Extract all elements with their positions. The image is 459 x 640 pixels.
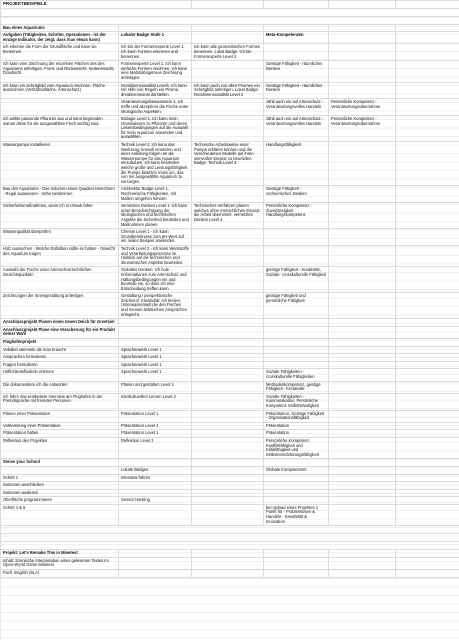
table-cell[interactable] xyxy=(192,437,264,458)
table-cell[interactable]: Soziale Fähigkeiten - Kommunikation, Persönliche Kompetenz Selbstständigkeit xyxy=(264,393,329,410)
table-cell[interactable] xyxy=(396,116,459,142)
table-cell[interactable] xyxy=(396,504,459,525)
table-cell[interactable]: Technisches Verfahren planen welches ohne menschlichen Einsatz die Arbeit übernimmt. vernetztes Denken Level 2 xyxy=(192,203,264,229)
table-cell[interactable]: Sensoren anschließen xyxy=(1,482,119,490)
table-cell[interactable]: Sensor Hacking xyxy=(119,497,192,505)
table-cell[interactable] xyxy=(396,44,459,61)
table-row xyxy=(1,466,459,474)
table-cell[interactable]: Ich bin der Formenexperte Level 1: Ich kann Formen erkennen und benennen. xyxy=(119,44,192,61)
table-cell[interactable] xyxy=(192,557,264,569)
table-cell[interactable] xyxy=(264,489,329,497)
table-cell[interactable] xyxy=(192,361,264,369)
table-cell[interactable] xyxy=(119,557,192,569)
table-cell[interactable] xyxy=(1,526,459,534)
table-row xyxy=(1,393,459,410)
table-cell[interactable]: Planen einer Präsentation xyxy=(1,410,119,422)
table-cell[interactable] xyxy=(329,203,396,229)
project-heading[interactable]: Bau eines Aquariums xyxy=(1,24,119,32)
table-cell[interactable]: Sprachenwerk Level 1 xyxy=(119,369,192,381)
table-cell[interactable] xyxy=(329,489,396,497)
table-cell[interactable] xyxy=(329,319,396,327)
table-cell[interactable] xyxy=(264,570,329,578)
table-cell[interactable]: Ansprachen formulieren xyxy=(1,354,119,362)
table-cell[interactable] xyxy=(192,354,264,362)
table-row xyxy=(1,369,459,381)
table-cell[interactable] xyxy=(329,422,396,430)
table-cell[interactable]: Persönliche Kompetenz - Zuverlässigkeit Handlungskompetenz xyxy=(264,203,329,229)
table-cell[interactable] xyxy=(396,482,459,490)
table-cell[interactable] xyxy=(396,82,459,99)
table-cell[interactable] xyxy=(192,489,264,497)
table-cell[interactable] xyxy=(1,99,119,116)
table-cell[interactable] xyxy=(396,369,459,381)
section-row xyxy=(1,459,459,467)
table-cell[interactable]: Persönliche Kompetenz - Verantwortungsübernahme xyxy=(329,99,396,116)
section-row xyxy=(1,319,459,327)
table-cell[interactable]: Fragen formulieren xyxy=(1,361,119,369)
table-row xyxy=(1,245,459,266)
table-cell[interactable]: Soziale Fähigkeiten - crosskulturelle Fähigkeiten xyxy=(264,369,329,381)
table-cell[interactable]: Formenexperte Level 1: Ich kann einfache Formen zeichnen. Ich kann eine Maßstabsgetreue Zeichnung anfertigen. xyxy=(119,61,192,82)
table-cell[interactable]: Ich kann alle geometrischen Formen benennen. Lokal Badge: Ich bin Formenexperte Level 2 xyxy=(192,44,264,61)
table-cell[interactable] xyxy=(119,570,192,578)
table-cell[interactable]: Technik Level 2 - Ich kann Werkstoffe und Verarbeitungsprozesse im Hinblick auf die technischen und ökonomischen Aspekte beurteilen. xyxy=(119,245,192,266)
table-row xyxy=(1,504,459,525)
table-cell[interactable]: Lokale Badges xyxy=(119,466,192,474)
table-cell[interactable] xyxy=(329,326,396,338)
table-cell[interactable] xyxy=(329,44,396,61)
footer-title[interactable]: Projekt: Let's Remake This in Minetest xyxy=(1,550,119,558)
table-row xyxy=(1,482,459,490)
table-cell[interactable]: Ich wähle passende Pflanzen aus und kann begründen warum diese für die ausgewählten Fisch wichtig sind. xyxy=(1,116,119,142)
table-cell[interactable]: Biologie Level 1: Ich kann mein Grundwissen zu Pflanzen und deren Lebensbedingungen auf die Auswahl für mein Aquarium anwenden und auswählen. xyxy=(119,116,192,142)
footer-line[interactable]: Inhalt: Szenische Interpretation eines gelesenen Textes im Open-World Game Minetest xyxy=(1,557,119,569)
table-cell[interactable] xyxy=(396,570,459,578)
table-cell[interactable]: vernetztes Denken Level 1: Ich kann unter Berücksichtigung der ökologischen und technischen Aspekte die Sicherheit beurteilen und Maßnahmen planen. xyxy=(119,203,192,229)
table-cell[interactable] xyxy=(119,319,192,327)
table-cell[interactable]: Vorbereitung einer Präsentation xyxy=(1,422,119,430)
table-row xyxy=(1,410,459,422)
table-cell[interactable]: bei Upload eines Projektes 1 Punkt für - Problemlösen & Handeln - Kreativität & Innovation xyxy=(264,504,329,525)
table-cell[interactable]: Handlungsfähigkeit xyxy=(264,142,329,186)
table-cell[interactable] xyxy=(396,293,459,319)
table-cell[interactable] xyxy=(396,550,459,558)
table-cell[interactable]: zählt auch ein auf Artenschutz - Verantwortungsvolles Handeln xyxy=(264,99,329,116)
table-row xyxy=(1,422,459,430)
table-cell[interactable]: Sprachenwerk Level 1 xyxy=(119,361,192,369)
table-cell[interactable] xyxy=(192,482,264,490)
table-cell[interactable] xyxy=(329,267,396,293)
table-cell[interactable]: zählt auch ein auf Artenschutz - Verantwortungsvolles Handeln xyxy=(264,116,329,142)
table-cell[interactable]: Wasserqualität überprüfen xyxy=(1,229,119,246)
table-cell[interactable] xyxy=(192,99,264,116)
badge-header[interactable]: Lokaler Badge Stufe 1 xyxy=(119,32,192,44)
table-cell[interactable] xyxy=(264,474,329,482)
table-cell[interactable]: Reflektion des Projektes xyxy=(1,437,119,458)
table-cell[interactable] xyxy=(329,474,396,482)
table-cell[interactable] xyxy=(329,466,396,474)
table-cell[interactable] xyxy=(192,570,264,578)
table-cell[interactable]: Präsentation xyxy=(264,422,329,430)
table-cell[interactable] xyxy=(329,504,396,525)
table-row xyxy=(1,381,459,393)
tasks-header[interactable]: Aufgaben (Tätigkeiten, Schritte, Operationen - ist der einzige Indikator, der zeigt, dass man etwas kann) xyxy=(1,32,119,44)
table-row xyxy=(1,99,459,116)
table-cell[interactable] xyxy=(192,319,264,327)
table-cell[interactable] xyxy=(192,422,264,430)
table-cell[interactable] xyxy=(192,293,264,319)
sheet-title[interactable]: PROJEKTBEISPIELE xyxy=(1,1,192,9)
table-cell[interactable] xyxy=(192,474,264,482)
section-heading[interactable]: Anschlussprojekt Plane eine Veracherung für ein Produkt deiner Wahl xyxy=(1,326,119,338)
table-cell[interactable] xyxy=(192,369,264,381)
table-cell[interactable] xyxy=(119,459,192,467)
table-cell[interactable] xyxy=(329,437,396,458)
table-cell[interactable]: Höflichkeitsfloskeln erlernen xyxy=(1,369,119,381)
table-cell[interactable] xyxy=(264,550,329,558)
table-row xyxy=(1,82,459,99)
table-cell[interactable] xyxy=(396,99,459,116)
table-cell[interactable]: Schritt 1 xyxy=(1,474,119,482)
table-cell[interactable]: Ich kann ein Schrägbild vom Aquarium zeichnen. Fläche ausrechnen (Verhältnisfläche, Artenschutz) xyxy=(1,82,119,99)
table-cell[interactable] xyxy=(329,229,396,246)
table-cell[interactable] xyxy=(192,339,264,347)
table-cell[interactable] xyxy=(396,354,459,362)
table-cell[interactable] xyxy=(264,557,329,569)
empty-row xyxy=(1,534,459,542)
empty-row xyxy=(1,526,459,534)
table-row xyxy=(1,489,459,497)
table-cell[interactable]: Geistige Fähigkeit - räumliches Denken xyxy=(264,82,329,99)
table-cell[interactable]: Methodenkompetenz, geistige Fähigkeit - Kreativität xyxy=(264,381,329,393)
table-cell[interactable]: Ich führe das erarbeitete Interview am Flughafen in der Fremdsprache mit fremden Personen xyxy=(1,393,119,410)
table-cell[interactable] xyxy=(192,393,264,410)
table-cell[interactable] xyxy=(396,393,459,410)
table-cell[interactable]: Technische Arbeitsweise einer Pumpe erklären können und die Verschiedenen Modelle auf ihren sinnvollen Einsatz zu beurteilen. Badge: Technik Level 3 xyxy=(192,142,264,186)
table-cell[interactable]: Vokabel sammeln die man braucht xyxy=(1,346,119,354)
table-cell[interactable]: Globale Kompetenzen xyxy=(264,466,329,474)
table-cell[interactable] xyxy=(1,534,459,542)
table-cell[interactable]: Auswahl der Fische unter Artenschutzrechtlichen Gesichtspunkten xyxy=(1,267,119,293)
footer-row xyxy=(1,570,459,578)
table-cell[interactable] xyxy=(396,381,459,393)
table-cell[interactable]: Ich erkenne die Form der Grundfläche und kann sie benennen. xyxy=(1,44,119,61)
table-cell[interactable] xyxy=(329,381,396,393)
table-cell[interactable]: Bau des Aquariums - Das Volumen eines Quaders berechnen - Regal auswessen - Höhe bestimmen xyxy=(1,186,119,203)
table-cell[interactable]: Geistige Fähigkeit - rechnerisches Denken xyxy=(264,186,329,203)
table-row xyxy=(1,142,459,186)
table-row xyxy=(1,497,459,505)
table-row xyxy=(1,186,459,203)
table-cell[interactable]: Gestaltung / perspektivische Zeichnenl: Kreativität: Ich kreiere Unterwasserwelt die den Fischen und meinen ästetischen Ansprüchen entspricht. xyxy=(119,293,192,319)
table-cell[interactable]: Globales Denken: Ich hole Imformationen zum Artenschutz und Haltungsbedingungen ein und beurteile sie, so dass ich eine Entscheidung treffen kann. xyxy=(119,267,192,293)
table-cell[interactable] xyxy=(264,361,329,369)
table-cell[interactable] xyxy=(329,410,396,422)
table-cell[interactable] xyxy=(329,570,396,578)
table-cell[interactable] xyxy=(192,245,264,266)
table-cell[interactable] xyxy=(396,186,459,203)
table-cell[interactable]: Oberfläche programmieren xyxy=(1,497,119,505)
table-cell[interactable] xyxy=(192,410,264,422)
section-row xyxy=(1,339,459,347)
table-cell[interactable] xyxy=(396,361,459,369)
table-cell[interactable] xyxy=(119,550,192,558)
table-row xyxy=(1,267,459,293)
table-cell[interactable]: geistige Fähigkeit - Kreativität, Soziale- crosskulturelle Fähigkeit xyxy=(264,267,329,293)
table-cell[interactable] xyxy=(329,557,396,569)
table-cell[interactable] xyxy=(192,459,264,467)
table-cell[interactable] xyxy=(329,354,396,362)
table-cell[interactable]: Chemie Level 1 - Ich kann Grundkenntnisse zum pH-Wert auf ein reales Beispiel anwenden. xyxy=(119,229,192,246)
table-cell[interactable] xyxy=(264,245,329,266)
section-row xyxy=(1,326,459,338)
table-cell[interactable] xyxy=(264,44,329,61)
table-cell[interactable]: Sprachenwerk Level 1 xyxy=(119,346,192,354)
table-cell[interactable] xyxy=(329,369,396,381)
table-cell[interactable] xyxy=(396,267,459,293)
table-cell[interactable]: Sensoren auslesen xyxy=(1,489,119,497)
table-cell[interactable]: Präsentation halten xyxy=(1,430,119,438)
table-cell[interactable] xyxy=(192,550,264,558)
table-cell[interactable] xyxy=(396,557,459,569)
table-cell[interactable] xyxy=(329,293,396,319)
footer-row xyxy=(1,557,459,569)
table-cell[interactable] xyxy=(396,474,459,482)
table-cell[interactable] xyxy=(192,61,264,82)
table-cell[interactable] xyxy=(396,319,459,327)
table-cell[interactable] xyxy=(329,245,396,266)
table-cell[interactable]: Technik Level 2: Ich kann das Werkzeug sinnvoll einsetzen und einer Anleitung folgen um die Wasserpumpe für das Aquarium einzubauen. Ich kann beurteilen welche größe und Leistungsfähigkeit die Pumpe besitzen muss um, das von mir ausgewählte Aquarium zu versorgen. xyxy=(119,142,192,186)
table-cell[interactable] xyxy=(396,203,459,229)
table-cell[interactable]: geistige Fähigkeit und persönliche Fähigkeit xyxy=(264,293,329,319)
table-cell[interactable] xyxy=(119,326,192,338)
table-cell[interactable]: Interview führen xyxy=(119,474,192,482)
table-cell[interactable]: Ich kann eine Zeichnung der einzelnen Flächen des des Aquariums anfertigen, Front- und Rückansicht, Seitenansicht, Draufsicht xyxy=(1,61,119,82)
table-cell[interactable] xyxy=(119,489,192,497)
table-cell[interactable]: Die dokumentiere ich die Antworten xyxy=(1,381,119,393)
table-cell[interactable] xyxy=(329,550,396,558)
table-cell[interactable]: Schritt 4 & 5 xyxy=(1,504,119,525)
table-cell[interactable] xyxy=(264,326,329,338)
table-cell[interactable]: Interkulturelles Lernen Level 2 xyxy=(119,393,192,410)
table-cell[interactable] xyxy=(396,346,459,354)
table-cell[interactable]: Verantwortungsbewusstsein 1: Ich treffe und akzeptiere die Fische unter ökologische Aspekten. xyxy=(119,99,192,116)
table-cell[interactable] xyxy=(329,61,396,82)
table-cell[interactable] xyxy=(192,267,264,293)
table-row xyxy=(1,474,459,482)
table-cell[interactable] xyxy=(329,361,396,369)
table-cell[interactable] xyxy=(329,393,396,410)
table-cell[interactable] xyxy=(264,229,329,246)
table-cell[interactable] xyxy=(396,326,459,338)
table-cell[interactable] xyxy=(329,346,396,354)
empty-row xyxy=(1,542,459,550)
table-cell[interactable] xyxy=(264,346,329,354)
table-cell[interactable] xyxy=(1,542,459,550)
table-cell[interactable]: Ich kann auch von allen Prismen ein Schrägbild anfertigen. Lokal Badge: Dreidimensionalität Level 2 xyxy=(192,82,264,99)
table-cell[interactable] xyxy=(396,61,459,82)
table-cell[interactable] xyxy=(396,497,459,505)
table-cell[interactable]: Präsentation Level 1 xyxy=(119,422,192,430)
table-cell[interactable] xyxy=(396,229,459,246)
table-cell[interactable] xyxy=(192,497,264,505)
table-cell[interactable] xyxy=(396,489,459,497)
table-cell[interactable]: Architektur Badge Level 1, Rechnerische Fähigkeiten, mit Maßen umgehen können xyxy=(119,186,192,203)
table-cell[interactable] xyxy=(192,504,264,525)
table-cell[interactable] xyxy=(119,339,192,347)
footer-line[interactable]: Fach: English (SLA) xyxy=(1,570,119,578)
table-cell[interactable] xyxy=(329,82,396,99)
table-row xyxy=(1,203,459,229)
table-row xyxy=(1,361,459,369)
table-cell[interactable] xyxy=(329,142,396,186)
footer-row xyxy=(1,550,459,558)
table-cell[interactable]: Geistige Fähigkeit - räumliches Denken xyxy=(264,61,329,82)
table-cell[interactable] xyxy=(264,339,329,347)
table-cell[interactable]: Präsentation, Geistige Fähigkeit - Organisationsfähigkeit xyxy=(264,410,329,422)
table-row xyxy=(1,116,459,142)
table-cell[interactable]: Persönliche Kompetenz - Verantwortungsübernahme xyxy=(329,116,396,142)
section-heading[interactable]: Sense your School xyxy=(1,459,119,467)
table-cell[interactable] xyxy=(396,142,459,186)
table-cell[interactable] xyxy=(192,326,264,338)
table-cell[interactable] xyxy=(192,346,264,354)
section-heading[interactable]: Anschlussprojekt Planen einen neuen Deich für Greetsiel xyxy=(1,319,119,327)
table-row xyxy=(1,293,459,319)
table-cell[interactable] xyxy=(329,186,396,203)
table-cell[interactable] xyxy=(396,459,459,467)
table-cell[interactable] xyxy=(192,381,264,393)
table-row xyxy=(1,346,459,354)
table-cell[interactable] xyxy=(192,430,264,438)
table-cell[interactable]: Holz aussuchen - Welche Eisfaßten sollte es haben - Gewicht des Aquarium tragen xyxy=(1,245,119,266)
table-cell[interactable] xyxy=(119,482,192,490)
meta-header[interactable]: Meta-Kompetenzen xyxy=(264,32,329,44)
table-cell[interactable]: Persönliche Kompetenz Konfliktfähigkeit und Kritikfähigkeit und Selbsteinschätzungsfähigkeit xyxy=(264,437,329,458)
table-row xyxy=(1,61,459,82)
table-cell[interactable]: Zeichnungen der Innengestaltung anfertigen xyxy=(1,293,119,319)
table-cell[interactable] xyxy=(329,339,396,347)
table-cell[interactable] xyxy=(192,466,264,474)
table-cell[interactable]: Präsentation Level 1 xyxy=(119,410,192,422)
table-cell[interactable] xyxy=(396,245,459,266)
table-cell[interactable] xyxy=(192,116,264,142)
table-cell[interactable] xyxy=(396,430,459,438)
table-row xyxy=(1,430,459,438)
table-cell[interactable]: Reflektion Level 2 xyxy=(119,437,192,458)
table-row xyxy=(1,44,459,61)
table-cell[interactable] xyxy=(119,504,192,525)
table-cell[interactable] xyxy=(396,437,459,458)
table-cell[interactable]: Sicherheitsmaßnahmen, wenn ich in Urlaub fahre xyxy=(1,203,119,229)
table-cell[interactable] xyxy=(264,354,329,362)
table-cell[interactable]: Präsentation Level 1 xyxy=(119,430,192,438)
table-cell[interactable] xyxy=(329,430,396,438)
section-heading[interactable]: Flughafenprojekt xyxy=(1,339,119,347)
table-cell[interactable] xyxy=(396,422,459,430)
table-cell[interactable] xyxy=(396,410,459,422)
table-cell[interactable]: Wasserpumpe installieren xyxy=(1,142,119,186)
table-row xyxy=(1,437,459,458)
table-cell[interactable] xyxy=(264,459,329,467)
table-cell[interactable] xyxy=(329,497,396,505)
table-row xyxy=(1,354,459,362)
table-cell[interactable]: Planen und gestalten Level 1 xyxy=(119,381,192,393)
table-cell[interactable] xyxy=(264,482,329,490)
table-cell[interactable] xyxy=(396,466,459,474)
table-cell[interactable] xyxy=(192,229,264,246)
table-cell[interactable] xyxy=(264,497,329,505)
table-cell[interactable] xyxy=(329,459,396,467)
table-cell[interactable] xyxy=(396,339,459,347)
table-row xyxy=(1,229,459,246)
table-cell[interactable] xyxy=(264,319,329,327)
table-cell[interactable] xyxy=(1,466,119,474)
table-cell[interactable]: Dreidimensionalität Level1: Ich kann mit Hilfe von Regeln ein Prisma dreidimensional darstellen. xyxy=(119,82,192,99)
table-cell[interactable]: Präsentation xyxy=(264,430,329,438)
table-cell[interactable]: Sprachenwerk Level 1 xyxy=(119,354,192,362)
table-cell[interactable] xyxy=(329,482,396,490)
table-cell[interactable] xyxy=(192,186,264,203)
